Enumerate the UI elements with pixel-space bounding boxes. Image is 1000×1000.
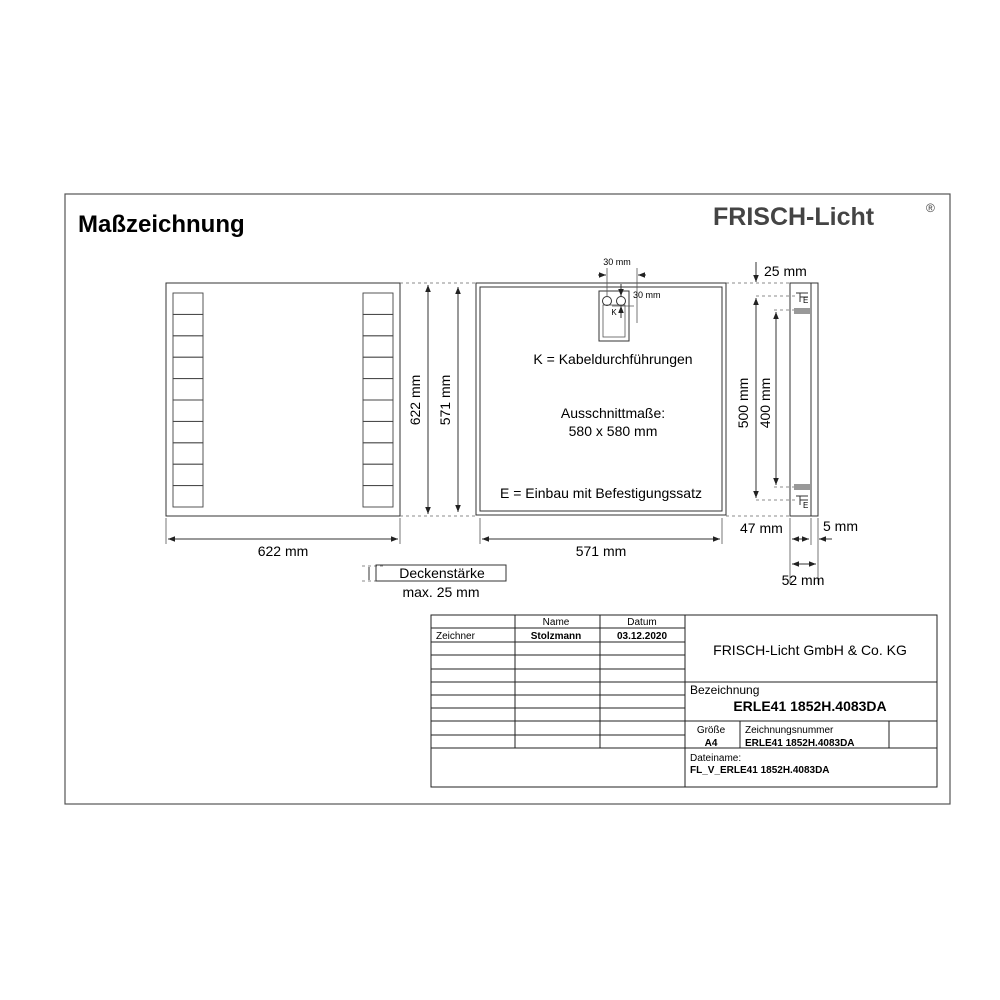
cutout-inner-outline xyxy=(480,287,722,511)
title-block xyxy=(431,615,937,787)
note-kabeldurchfuehrungen: K = Kabeldurchführungen xyxy=(533,351,693,367)
brand-name: FRISCH-Licht xyxy=(713,203,875,231)
led-slot-cell xyxy=(363,357,393,378)
mounting-clip-top xyxy=(794,293,811,314)
led-slot-cell xyxy=(173,379,203,400)
led-slot-cell xyxy=(173,314,203,335)
drawing-title: Maßzeichnung xyxy=(78,211,245,238)
led-slots-right xyxy=(363,293,393,507)
cutout-view xyxy=(476,257,726,559)
size-value: A4 xyxy=(704,738,718,749)
note-cutout-title: Ausschnittmaße: xyxy=(560,405,666,421)
k-marker: K xyxy=(611,308,617,317)
dim-label-500: 500 mm xyxy=(735,377,751,429)
note-einbau: E = Einbau mit Befestigungssatz xyxy=(500,485,702,501)
led-slot-cell xyxy=(363,400,393,421)
led-slot-cell xyxy=(363,464,393,485)
ceiling-thickness-label: Deckenstärke xyxy=(399,565,485,581)
company-name: FRISCH-Licht GmbH & Co. KG xyxy=(713,642,907,658)
led-slot-cell xyxy=(173,443,203,464)
led-slot-cell xyxy=(173,400,203,421)
dim-label-622-horizontal: 622 mm xyxy=(257,543,309,559)
led-slots-left xyxy=(173,293,203,507)
cable-hole-right xyxy=(617,297,626,306)
dim-label-400: 400 mm xyxy=(757,377,773,429)
led-slot-cell xyxy=(363,293,393,314)
filename-value: FL_V_ERLE41 1852H.4083DA xyxy=(690,765,830,776)
led-slot-cell xyxy=(363,336,393,357)
drawing-number-value: ERLE41 1852H.4083DA xyxy=(745,738,855,749)
row-label-zeichner: Zeichner xyxy=(436,631,475,642)
e-marker-bottom: E xyxy=(803,501,809,510)
ceiling-thickness-max: max. 25 mm xyxy=(402,584,480,600)
cable-entry-bracket xyxy=(599,291,629,341)
led-slot-cell xyxy=(363,314,393,335)
led-slot-cell xyxy=(173,336,203,357)
led-slot-cell xyxy=(173,357,203,378)
mounting-clip-bottom xyxy=(794,484,811,510)
e-marker-top: E xyxy=(803,296,809,305)
cutout-outer-outline xyxy=(476,283,726,515)
drafter-name: Stolzmann xyxy=(530,631,582,642)
cable-hole-left xyxy=(603,297,612,306)
front-view xyxy=(166,283,475,559)
note-cutout-value: 580 x 580 mm xyxy=(568,423,658,439)
ceiling-thickness xyxy=(362,565,506,600)
led-slot-cell xyxy=(363,486,393,507)
col-header-name: Name xyxy=(542,617,570,628)
dim-label-47: 47 mm xyxy=(740,520,783,536)
led-slot-cell xyxy=(173,486,203,507)
dim-label-30-horizontal: 30 mm xyxy=(603,257,631,267)
led-slot-cell xyxy=(363,421,393,442)
dim-label-30-vertical: 30 mm xyxy=(633,290,661,300)
brand-logo xyxy=(713,201,935,231)
side-view xyxy=(726,262,858,588)
drawing-number-label: Zeichnungsnummer xyxy=(745,725,834,736)
dim-label-571-vertical: 571 mm xyxy=(437,374,453,426)
designation-label: Bezeichnung xyxy=(690,683,760,697)
side-profile-outline xyxy=(790,283,818,516)
clip-plate xyxy=(794,484,811,490)
size-label: Größe xyxy=(696,725,726,736)
dim-label-571-horizontal: 571 mm xyxy=(575,543,627,559)
drafter-date: 03.12.2020 xyxy=(616,631,668,642)
brand-registered-mark: ® xyxy=(926,201,935,215)
dim-label-622-vertical: 622 mm xyxy=(407,374,423,426)
clip-plate xyxy=(794,308,811,314)
led-slot-cell xyxy=(173,421,203,442)
col-header-date: Datum xyxy=(627,617,657,628)
led-slot-cell xyxy=(173,464,203,485)
led-slot-cell xyxy=(363,443,393,464)
dim-label-5: 5 mm xyxy=(823,518,858,534)
designation-value: ERLE41 1852H.4083DA xyxy=(733,698,887,714)
front-panel-outline xyxy=(166,283,400,516)
dim-label-25: 25 mm xyxy=(764,263,807,279)
filename-label: Dateiname: xyxy=(690,753,742,764)
led-slot-cell xyxy=(363,379,393,400)
dim-label-52: 52 mm xyxy=(781,572,825,588)
led-slot-cell xyxy=(173,293,203,314)
